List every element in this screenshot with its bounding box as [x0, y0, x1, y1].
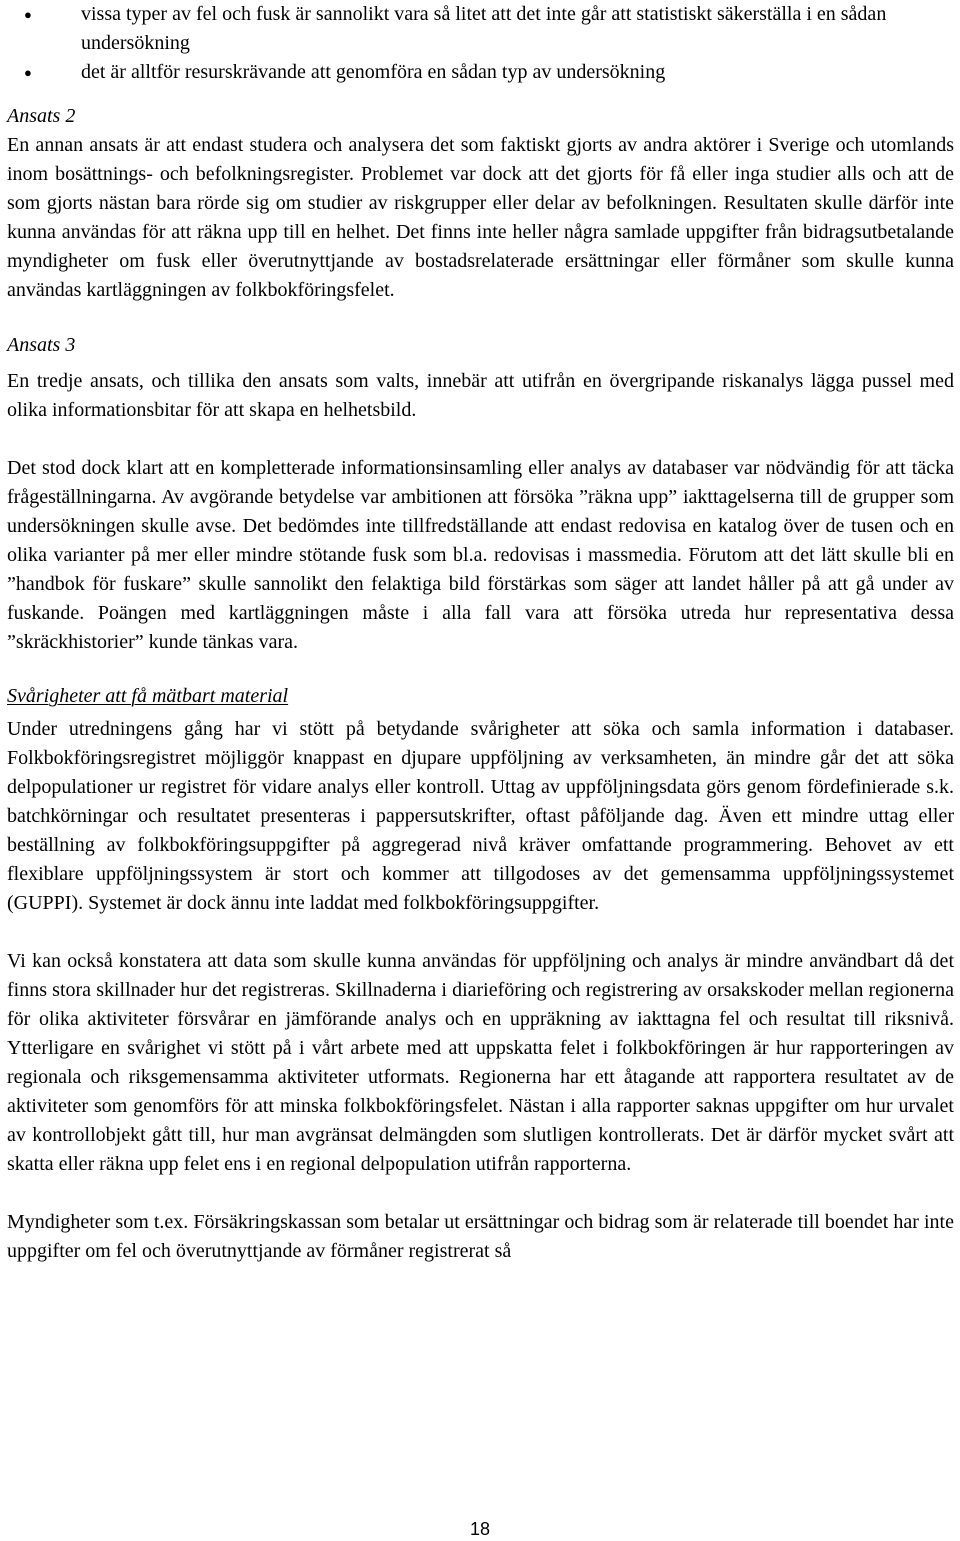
- paragraph-svarigheter-1: Under utredningens gång har vi stött på betydande svårigheter att söka och samla information i databaser. Folkbokföringsregistret möjliggör knappast en djupare uppföljning av verksamheten, än mindre går det att söka delpopulationer ur registret för vidare analys eller kontroll. Uttag av uppföljningsdata görs genom fördefinierade s.k. batchkörningar och resultatet presenteras i pappersutskrifter, oftast påföljande dag. Även ett mindre uttag eller beställning av folkbokföringsuppgifter på aggregerad nivå kräver omfattande programmering. Behovet av ett flexiblare uppföljningssystem är stort och kommer att tillgodoses av det gemensamma uppföljningssystemet (GUPPI). Systemet är dock ännu inte laddat med folkbokföringsuppgifter.: [7, 718, 954, 914]
- bullet-item: ● vissa typer av fel och fusk är sannolikt vara så litet att det inte går att statistiskt säkerställa i en sådan undersökning: [81, 0, 954, 58]
- paragraph-svarigheter-3: Myndigheter som t.ex. Försäkringskassan som betalar ut ersättningar och bidrag som är relaterade till boendet har inte uppgifter om fel och överutnyttjande av förmåner registrerat så: [7, 1211, 954, 1262]
- bullet-list: [7, 0, 954, 87]
- paragraph-ansats-3-body: Det stod dock klart att en kompletterade informationsinsamling eller analys av databaser var nödvändig för att täcka frågeställningarna. Av avgörande betydelse var ambitionen att försöka ”räkna upp” iakttagelserna till de grupper som undersökningen skulle avse. Det bedömdes inte tillfredställande att endast redovisa en katalog över de tusen och en olika varianter på mer eller mindre stötande fusk som bl.a. redovisas i massmedia. Förutom att det lätt skulle bli en ”handbok för fuskare” skulle sannolikt den felaktiga bild förstärkas som säger att landet håller på att gå under av fuskande. Poängen med kartläggningen måste i alla fall vara att försöka utreda hur representativa dessa ”skräckhistorier” kunde tänkas vara.: [7, 457, 954, 653]
- section-heading-svarigheter: Svårigheter att få mätbart material: [7, 685, 289, 707]
- bullet-item: ● det är alltför resurskrävande att genomföra en sådan typ av undersökning: [81, 58, 954, 87]
- paragraph-ansats-2: En annan ansats är att endast studera och analysera det som faktiskt gjorts av andra aktörer i Sverige och utomlands inom bosättnings- och befolkningsregister. Problemet var dock att det gjorts för få eller inga studier alls och att de som gjorts nästan bara rörde sig om studier av riskgrupper eller delar av befolkningen. Resultaten skulle därför inte kunna användas för att räkna upp till en helhet. Det finns inte heller några samlade uppgifter från bidragsutbetalande myndigheter om fusk eller överutnyttjande av bostadsrelaterade ersättningar eller förmåner som skulle kunna användas kartläggningen av folkbokföringsfelet.: [7, 134, 954, 301]
- document-page: [7, 0, 954, 1266]
- paragraph-ansats-3-intro: En tredje ansats, och tillika den ansats som valts, innebär att utifrån en övergripande riskanalys lägga pussel med olika informationsbitar för att skapa en helhetsbild.: [7, 370, 954, 421]
- section-heading-ansats-2: Ansats 2: [7, 105, 76, 127]
- paragraph-svarigheter-2: Vi kan också konstatera att data som skulle kunna användas för uppföljning och analys är mindre användbart då det finns stora skillnader hur det registreras. Skillnaderna i diarieföring och registrering av orsakskoder mellan regionerna för olika aktiviteter försvårar en jämförande analys och en uppräkning av iakttagna fel och resultat till riksnivå. Ytterligare en svårighet vi stött på i vårt arbete med att uppskatta felet i folkbokföringen är hur rapporteringen av regionala och riksgemensamma aktiviteter utformats. Regionerna har ett åtagande att rapportera resultatet av de aktiviteter som genomförs för att minska folkbokföringsfelet. Nästan i alla rapporter saknas uppgifter om hur urvalet av kontrollobjekt gått till, hur man avgränsat delmängden som slutligen kontrollerats. Det är därför mycket svårt att skatta eller räkna upp felet ens i en regional delpopulation utifrån rapporterna.: [7, 950, 954, 1175]
- section-heading-ansats-3: Ansats 3: [7, 334, 76, 356]
- page-number: 18: [469, 1519, 491, 1539]
